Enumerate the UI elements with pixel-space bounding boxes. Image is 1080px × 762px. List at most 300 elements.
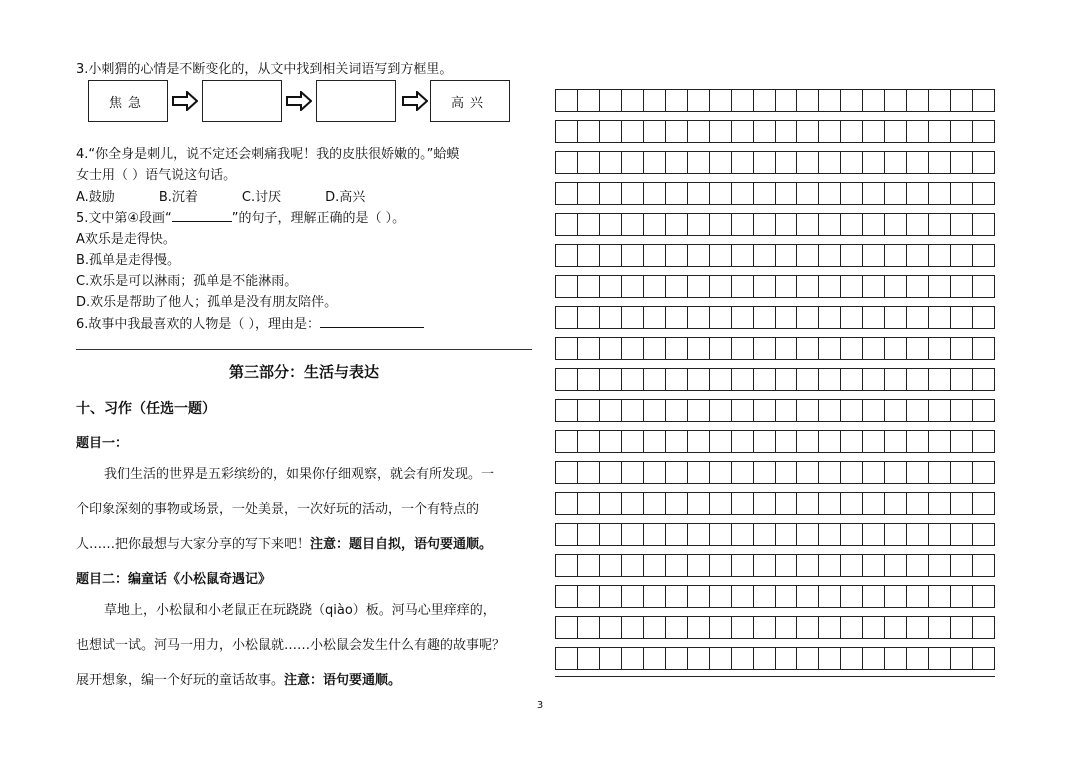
grid-cell[interactable]	[621, 244, 644, 267]
grid-cell[interactable]	[775, 275, 798, 298]
grid-cell[interactable]	[709, 616, 732, 639]
grid-cell[interactable]	[687, 120, 710, 143]
grid-cell[interactable]	[731, 430, 754, 453]
grid-cell[interactable]	[840, 647, 863, 670]
grid-cell[interactable]	[753, 275, 776, 298]
grid-cell[interactable]	[775, 616, 798, 639]
grid-cell[interactable]	[709, 120, 732, 143]
grid-cell[interactable]	[753, 182, 776, 205]
grid-cell[interactable]	[555, 368, 578, 391]
grid-cell[interactable]	[950, 244, 973, 267]
grid-cell[interactable]	[796, 120, 819, 143]
grid-cell[interactable]	[687, 89, 710, 112]
grid-cell[interactable]	[621, 616, 644, 639]
grid-cell[interactable]	[906, 523, 929, 546]
grid-row[interactable]	[555, 554, 995, 577]
grid-cell[interactable]	[731, 213, 754, 236]
grid-cell[interactable]	[950, 492, 973, 515]
grid-row[interactable]	[555, 89, 995, 112]
grid-cell[interactable]	[972, 430, 995, 453]
grid-row[interactable]	[555, 616, 995, 639]
grid-cell[interactable]	[665, 244, 688, 267]
grid-cell[interactable]	[665, 368, 688, 391]
grid-cell[interactable]	[928, 151, 951, 174]
grid-cell[interactable]	[862, 585, 885, 608]
grid-cell[interactable]	[950, 306, 973, 329]
grid-cell[interactable]	[928, 89, 951, 112]
grid-row[interactable]	[555, 337, 995, 360]
grid-cell[interactable]	[731, 182, 754, 205]
grid-cell[interactable]	[709, 244, 732, 267]
grid-cell[interactable]	[818, 492, 841, 515]
grid-cell[interactable]	[687, 368, 710, 391]
grid-cell[interactable]	[555, 399, 578, 422]
grid-cell[interactable]	[796, 461, 819, 484]
grid-cell[interactable]	[840, 461, 863, 484]
grid-cell[interactable]	[709, 399, 732, 422]
grid-cell[interactable]	[950, 275, 973, 298]
grid-cell[interactable]	[928, 616, 951, 639]
grid-cell[interactable]	[928, 337, 951, 360]
grid-cell[interactable]	[775, 89, 798, 112]
grid-cell[interactable]	[884, 647, 907, 670]
grid-cell[interactable]	[775, 492, 798, 515]
grid-cell[interactable]	[621, 399, 644, 422]
grid-cell[interactable]	[665, 616, 688, 639]
grid-cell[interactable]	[687, 275, 710, 298]
grid-cell[interactable]	[862, 523, 885, 546]
grid-cell[interactable]	[753, 213, 776, 236]
grid-cell[interactable]	[818, 306, 841, 329]
grid-cell[interactable]	[928, 120, 951, 143]
grid-cell[interactable]	[599, 492, 622, 515]
grid-row[interactable]	[555, 523, 995, 546]
grid-cell[interactable]	[840, 399, 863, 422]
grid-cell[interactable]	[555, 306, 578, 329]
grid-cell[interactable]	[840, 120, 863, 143]
grid-cell[interactable]	[753, 120, 776, 143]
grid-cell[interactable]	[709, 213, 732, 236]
grid-cell[interactable]	[950, 151, 973, 174]
grid-cell[interactable]	[709, 585, 732, 608]
grid-cell[interactable]	[621, 523, 644, 546]
grid-cell[interactable]	[599, 89, 622, 112]
grid-cell[interactable]	[862, 306, 885, 329]
grid-cell[interactable]	[928, 182, 951, 205]
grid-cell[interactable]	[775, 461, 798, 484]
grid-cell[interactable]	[906, 554, 929, 577]
grid-cell[interactable]	[577, 616, 600, 639]
grid-cell[interactable]	[687, 151, 710, 174]
grid-cell[interactable]	[687, 182, 710, 205]
grid-cell[interactable]	[884, 430, 907, 453]
grid-cell[interactable]	[950, 337, 973, 360]
grid-cell[interactable]	[643, 492, 666, 515]
grid-cell[interactable]	[796, 151, 819, 174]
grid-cell[interactable]	[818, 213, 841, 236]
grid-cell[interactable]	[840, 585, 863, 608]
grid-cell[interactable]	[906, 399, 929, 422]
grid-cell[interactable]	[884, 306, 907, 329]
grid-cell[interactable]	[709, 89, 732, 112]
grid-row[interactable]	[555, 275, 995, 298]
grid-cell[interactable]	[818, 244, 841, 267]
grid-cell[interactable]	[599, 368, 622, 391]
answer-blank[interactable]	[320, 315, 424, 328]
grid-cell[interactable]	[950, 585, 973, 608]
grid-cell[interactable]	[643, 337, 666, 360]
grid-cell[interactable]	[643, 461, 666, 484]
grid-cell[interactable]	[818, 430, 841, 453]
grid-cell[interactable]	[775, 399, 798, 422]
grid-cell[interactable]	[731, 89, 754, 112]
grid-cell[interactable]	[665, 647, 688, 670]
grid-cell[interactable]	[577, 120, 600, 143]
grid-cell[interactable]	[884, 461, 907, 484]
grid-cell[interactable]	[599, 337, 622, 360]
grid-cell[interactable]	[862, 554, 885, 577]
grid-cell[interactable]	[796, 523, 819, 546]
grid-cell[interactable]	[621, 368, 644, 391]
grid-cell[interactable]	[599, 306, 622, 329]
grid-cell[interactable]	[972, 554, 995, 577]
grid-cell[interactable]	[884, 616, 907, 639]
grid-cell[interactable]	[577, 337, 600, 360]
grid-cell[interactable]	[665, 399, 688, 422]
grid-row[interactable]	[555, 585, 995, 608]
grid-cell[interactable]	[555, 244, 578, 267]
grid-cell[interactable]	[840, 492, 863, 515]
grid-cell[interactable]	[555, 213, 578, 236]
grid-row[interactable]	[555, 368, 995, 391]
grid-cell[interactable]	[884, 182, 907, 205]
grid-cell[interactable]	[818, 275, 841, 298]
grid-cell[interactable]	[687, 492, 710, 515]
grid-cell[interactable]	[687, 585, 710, 608]
grid-cell[interactable]	[928, 306, 951, 329]
grid-cell[interactable]	[972, 151, 995, 174]
grid-cell[interactable]	[599, 430, 622, 453]
grid-cell[interactable]	[555, 89, 578, 112]
grid-cell[interactable]	[599, 523, 622, 546]
grid-cell[interactable]	[555, 616, 578, 639]
grid-cell[interactable]	[884, 120, 907, 143]
grid-cell[interactable]	[709, 523, 732, 546]
grid-cell[interactable]	[950, 554, 973, 577]
grid-cell[interactable]	[731, 647, 754, 670]
grid-cell[interactable]	[796, 554, 819, 577]
grid-cell[interactable]	[599, 213, 622, 236]
grid-cell[interactable]	[665, 337, 688, 360]
grid-cell[interactable]	[862, 647, 885, 670]
grid-row[interactable]	[555, 647, 995, 670]
grid-cell[interactable]	[818, 461, 841, 484]
grid-cell[interactable]	[577, 306, 600, 329]
grid-cell[interactable]	[906, 213, 929, 236]
grid-cell[interactable]	[555, 182, 578, 205]
grid-cell[interactable]	[950, 399, 973, 422]
grid-cell[interactable]	[687, 647, 710, 670]
grid-cell[interactable]	[775, 213, 798, 236]
grid-cell[interactable]	[555, 275, 578, 298]
grid-cell[interactable]	[862, 213, 885, 236]
grid-cell[interactable]	[643, 554, 666, 577]
grid-cell[interactable]	[950, 616, 973, 639]
grid-cell[interactable]	[775, 523, 798, 546]
grid-cell[interactable]	[643, 275, 666, 298]
grid-cell[interactable]	[775, 337, 798, 360]
grid-cell[interactable]	[862, 368, 885, 391]
grid-cell[interactable]	[796, 213, 819, 236]
grid-cell[interactable]	[906, 306, 929, 329]
grid-cell[interactable]	[621, 647, 644, 670]
grid-cell[interactable]	[862, 89, 885, 112]
grid-cell[interactable]	[753, 461, 776, 484]
grid-cell[interactable]	[928, 430, 951, 453]
grid-cell[interactable]	[862, 182, 885, 205]
grid-cell[interactable]	[906, 492, 929, 515]
grid-cell[interactable]	[775, 244, 798, 267]
grid-cell[interactable]	[665, 89, 688, 112]
grid-cell[interactable]	[840, 213, 863, 236]
grid-cell[interactable]	[665, 554, 688, 577]
grid-cell[interactable]	[555, 554, 578, 577]
grid-cell[interactable]	[884, 213, 907, 236]
grid-cell[interactable]	[731, 275, 754, 298]
grid-cell[interactable]	[577, 213, 600, 236]
grid-cell[interactable]	[796, 368, 819, 391]
grid-cell[interactable]	[840, 368, 863, 391]
grid-cell[interactable]	[753, 616, 776, 639]
grid-cell[interactable]	[862, 461, 885, 484]
grid-cell[interactable]	[753, 554, 776, 577]
grid-cell[interactable]	[796, 492, 819, 515]
grid-cell[interactable]	[665, 213, 688, 236]
grid-cell[interactable]	[621, 275, 644, 298]
grid-cell[interactable]	[599, 647, 622, 670]
grid-cell[interactable]	[621, 554, 644, 577]
grid-cell[interactable]	[775, 120, 798, 143]
grid-cell[interactable]	[709, 275, 732, 298]
grid-cell[interactable]	[928, 244, 951, 267]
grid-cell[interactable]	[599, 244, 622, 267]
grid-cell[interactable]	[928, 647, 951, 670]
grid-cell[interactable]	[599, 461, 622, 484]
grid-cell[interactable]	[862, 399, 885, 422]
grid-cell[interactable]	[643, 647, 666, 670]
grid-cell[interactable]	[862, 120, 885, 143]
grid-cell[interactable]	[906, 151, 929, 174]
grid-cell[interactable]	[796, 89, 819, 112]
grid-cell[interactable]	[775, 430, 798, 453]
grid-cell[interactable]	[818, 585, 841, 608]
grid-row[interactable]	[555, 182, 995, 205]
grid-cell[interactable]	[555, 523, 578, 546]
grid-cell[interactable]	[643, 523, 666, 546]
grid-cell[interactable]	[577, 182, 600, 205]
grid-cell[interactable]	[950, 430, 973, 453]
grid-cell[interactable]	[599, 120, 622, 143]
grid-cell[interactable]	[862, 430, 885, 453]
grid-cell[interactable]	[709, 368, 732, 391]
grid-cell[interactable]	[906, 647, 929, 670]
grid-cell[interactable]	[621, 120, 644, 143]
grid-cell[interactable]	[753, 337, 776, 360]
grid-cell[interactable]	[840, 182, 863, 205]
grid-cell[interactable]	[840, 554, 863, 577]
flow-box-2[interactable]	[202, 80, 282, 122]
grid-cell[interactable]	[555, 120, 578, 143]
grid-cell[interactable]	[621, 182, 644, 205]
grid-cell[interactable]	[950, 647, 973, 670]
grid-cell[interactable]	[840, 306, 863, 329]
grid-cell[interactable]	[796, 182, 819, 205]
grid-cell[interactable]	[818, 337, 841, 360]
grid-cell[interactable]	[687, 399, 710, 422]
grid-cell[interactable]	[906, 182, 929, 205]
grid-cell[interactable]	[796, 616, 819, 639]
grid-cell[interactable]	[621, 461, 644, 484]
grid-cell[interactable]	[577, 523, 600, 546]
grid-cell[interactable]	[775, 368, 798, 391]
grid-cell[interactable]	[665, 182, 688, 205]
grid-cell[interactable]	[906, 120, 929, 143]
grid-cell[interactable]	[599, 275, 622, 298]
grid-cell[interactable]	[796, 585, 819, 608]
grid-cell[interactable]	[796, 306, 819, 329]
grid-cell[interactable]	[687, 523, 710, 546]
grid-cell[interactable]	[884, 89, 907, 112]
grid-cell[interactable]	[665, 585, 688, 608]
grid-cell[interactable]	[753, 89, 776, 112]
grid-cell[interactable]	[577, 244, 600, 267]
grid-cell[interactable]	[665, 151, 688, 174]
grid-cell[interactable]	[775, 306, 798, 329]
grid-cell[interactable]	[972, 368, 995, 391]
grid-cell[interactable]	[906, 275, 929, 298]
grid-cell[interactable]	[950, 182, 973, 205]
grid-cell[interactable]	[906, 89, 929, 112]
flow-box-3[interactable]	[316, 80, 396, 122]
grid-cell[interactable]	[555, 492, 578, 515]
grid-cell[interactable]	[577, 492, 600, 515]
grid-row[interactable]	[555, 213, 995, 236]
grid-cell[interactable]	[731, 554, 754, 577]
grid-cell[interactable]	[906, 461, 929, 484]
grid-cell[interactable]	[862, 275, 885, 298]
grid-cell[interactable]	[840, 430, 863, 453]
grid-cell[interactable]	[840, 151, 863, 174]
grid-cell[interactable]	[599, 616, 622, 639]
grid-cell[interactable]	[950, 523, 973, 546]
grid-cell[interactable]	[665, 275, 688, 298]
grid-cell[interactable]	[884, 337, 907, 360]
grid-cell[interactable]	[972, 647, 995, 670]
grid-cell[interactable]	[643, 399, 666, 422]
grid-cell[interactable]	[972, 244, 995, 267]
grid-cell[interactable]	[818, 89, 841, 112]
grid-cell[interactable]	[840, 616, 863, 639]
grid-cell[interactable]	[687, 554, 710, 577]
grid-cell[interactable]	[884, 151, 907, 174]
grid-cell[interactable]	[643, 585, 666, 608]
grid-cell[interactable]	[972, 275, 995, 298]
grid-cell[interactable]	[621, 306, 644, 329]
grid-cell[interactable]	[665, 523, 688, 546]
grid-cell[interactable]	[709, 461, 732, 484]
grid-cell[interactable]	[818, 647, 841, 670]
grid-cell[interactable]	[731, 399, 754, 422]
grid-cell[interactable]	[643, 213, 666, 236]
grid-cell[interactable]	[862, 492, 885, 515]
grid-cell[interactable]	[643, 182, 666, 205]
grid-cell[interactable]	[753, 244, 776, 267]
grid-cell[interactable]	[818, 368, 841, 391]
grid-cell[interactable]	[687, 244, 710, 267]
grid-cell[interactable]	[731, 368, 754, 391]
grid-cell[interactable]	[928, 523, 951, 546]
grid-cell[interactable]	[840, 523, 863, 546]
grid-cell[interactable]	[577, 585, 600, 608]
grid-cell[interactable]	[775, 554, 798, 577]
grid-cell[interactable]	[665, 492, 688, 515]
grid-cell[interactable]	[753, 523, 776, 546]
grid-cell[interactable]	[621, 337, 644, 360]
grid-cell[interactable]	[818, 120, 841, 143]
grid-cell[interactable]	[928, 368, 951, 391]
grid-cell[interactable]	[972, 306, 995, 329]
grid-cell[interactable]	[709, 554, 732, 577]
grid-cell[interactable]	[796, 244, 819, 267]
grid-cell[interactable]	[621, 151, 644, 174]
grid-cell[interactable]	[731, 151, 754, 174]
grid-cell[interactable]	[731, 306, 754, 329]
grid-cell[interactable]	[950, 461, 973, 484]
grid-cell[interactable]	[840, 89, 863, 112]
grid-cell[interactable]	[577, 430, 600, 453]
grid-cell[interactable]	[665, 461, 688, 484]
grid-cell[interactable]	[884, 244, 907, 267]
grid-cell[interactable]	[577, 151, 600, 174]
grid-cell[interactable]	[972, 585, 995, 608]
grid-cell[interactable]	[950, 213, 973, 236]
grid-cell[interactable]	[950, 89, 973, 112]
grid-cell[interactable]	[884, 585, 907, 608]
grid-cell[interactable]	[775, 182, 798, 205]
grid-cell[interactable]	[840, 337, 863, 360]
grid-cell[interactable]	[884, 554, 907, 577]
grid-cell[interactable]	[709, 182, 732, 205]
grid-row[interactable]	[555, 492, 995, 515]
grid-cell[interactable]	[731, 616, 754, 639]
grid-cell[interactable]	[972, 337, 995, 360]
grid-cell[interactable]	[796, 647, 819, 670]
grid-cell[interactable]	[972, 399, 995, 422]
grid-cell[interactable]	[972, 492, 995, 515]
grid-cell[interactable]	[818, 151, 841, 174]
grid-cell[interactable]	[643, 244, 666, 267]
grid-cell[interactable]	[928, 554, 951, 577]
grid-cell[interactable]	[818, 616, 841, 639]
grid-cell[interactable]	[555, 337, 578, 360]
grid-cell[interactable]	[731, 492, 754, 515]
grid-cell[interactable]	[709, 430, 732, 453]
grid-cell[interactable]	[621, 213, 644, 236]
grid-cell[interactable]	[731, 120, 754, 143]
grid-cell[interactable]	[906, 368, 929, 391]
grid-cell[interactable]	[709, 151, 732, 174]
grid-cell[interactable]	[665, 120, 688, 143]
